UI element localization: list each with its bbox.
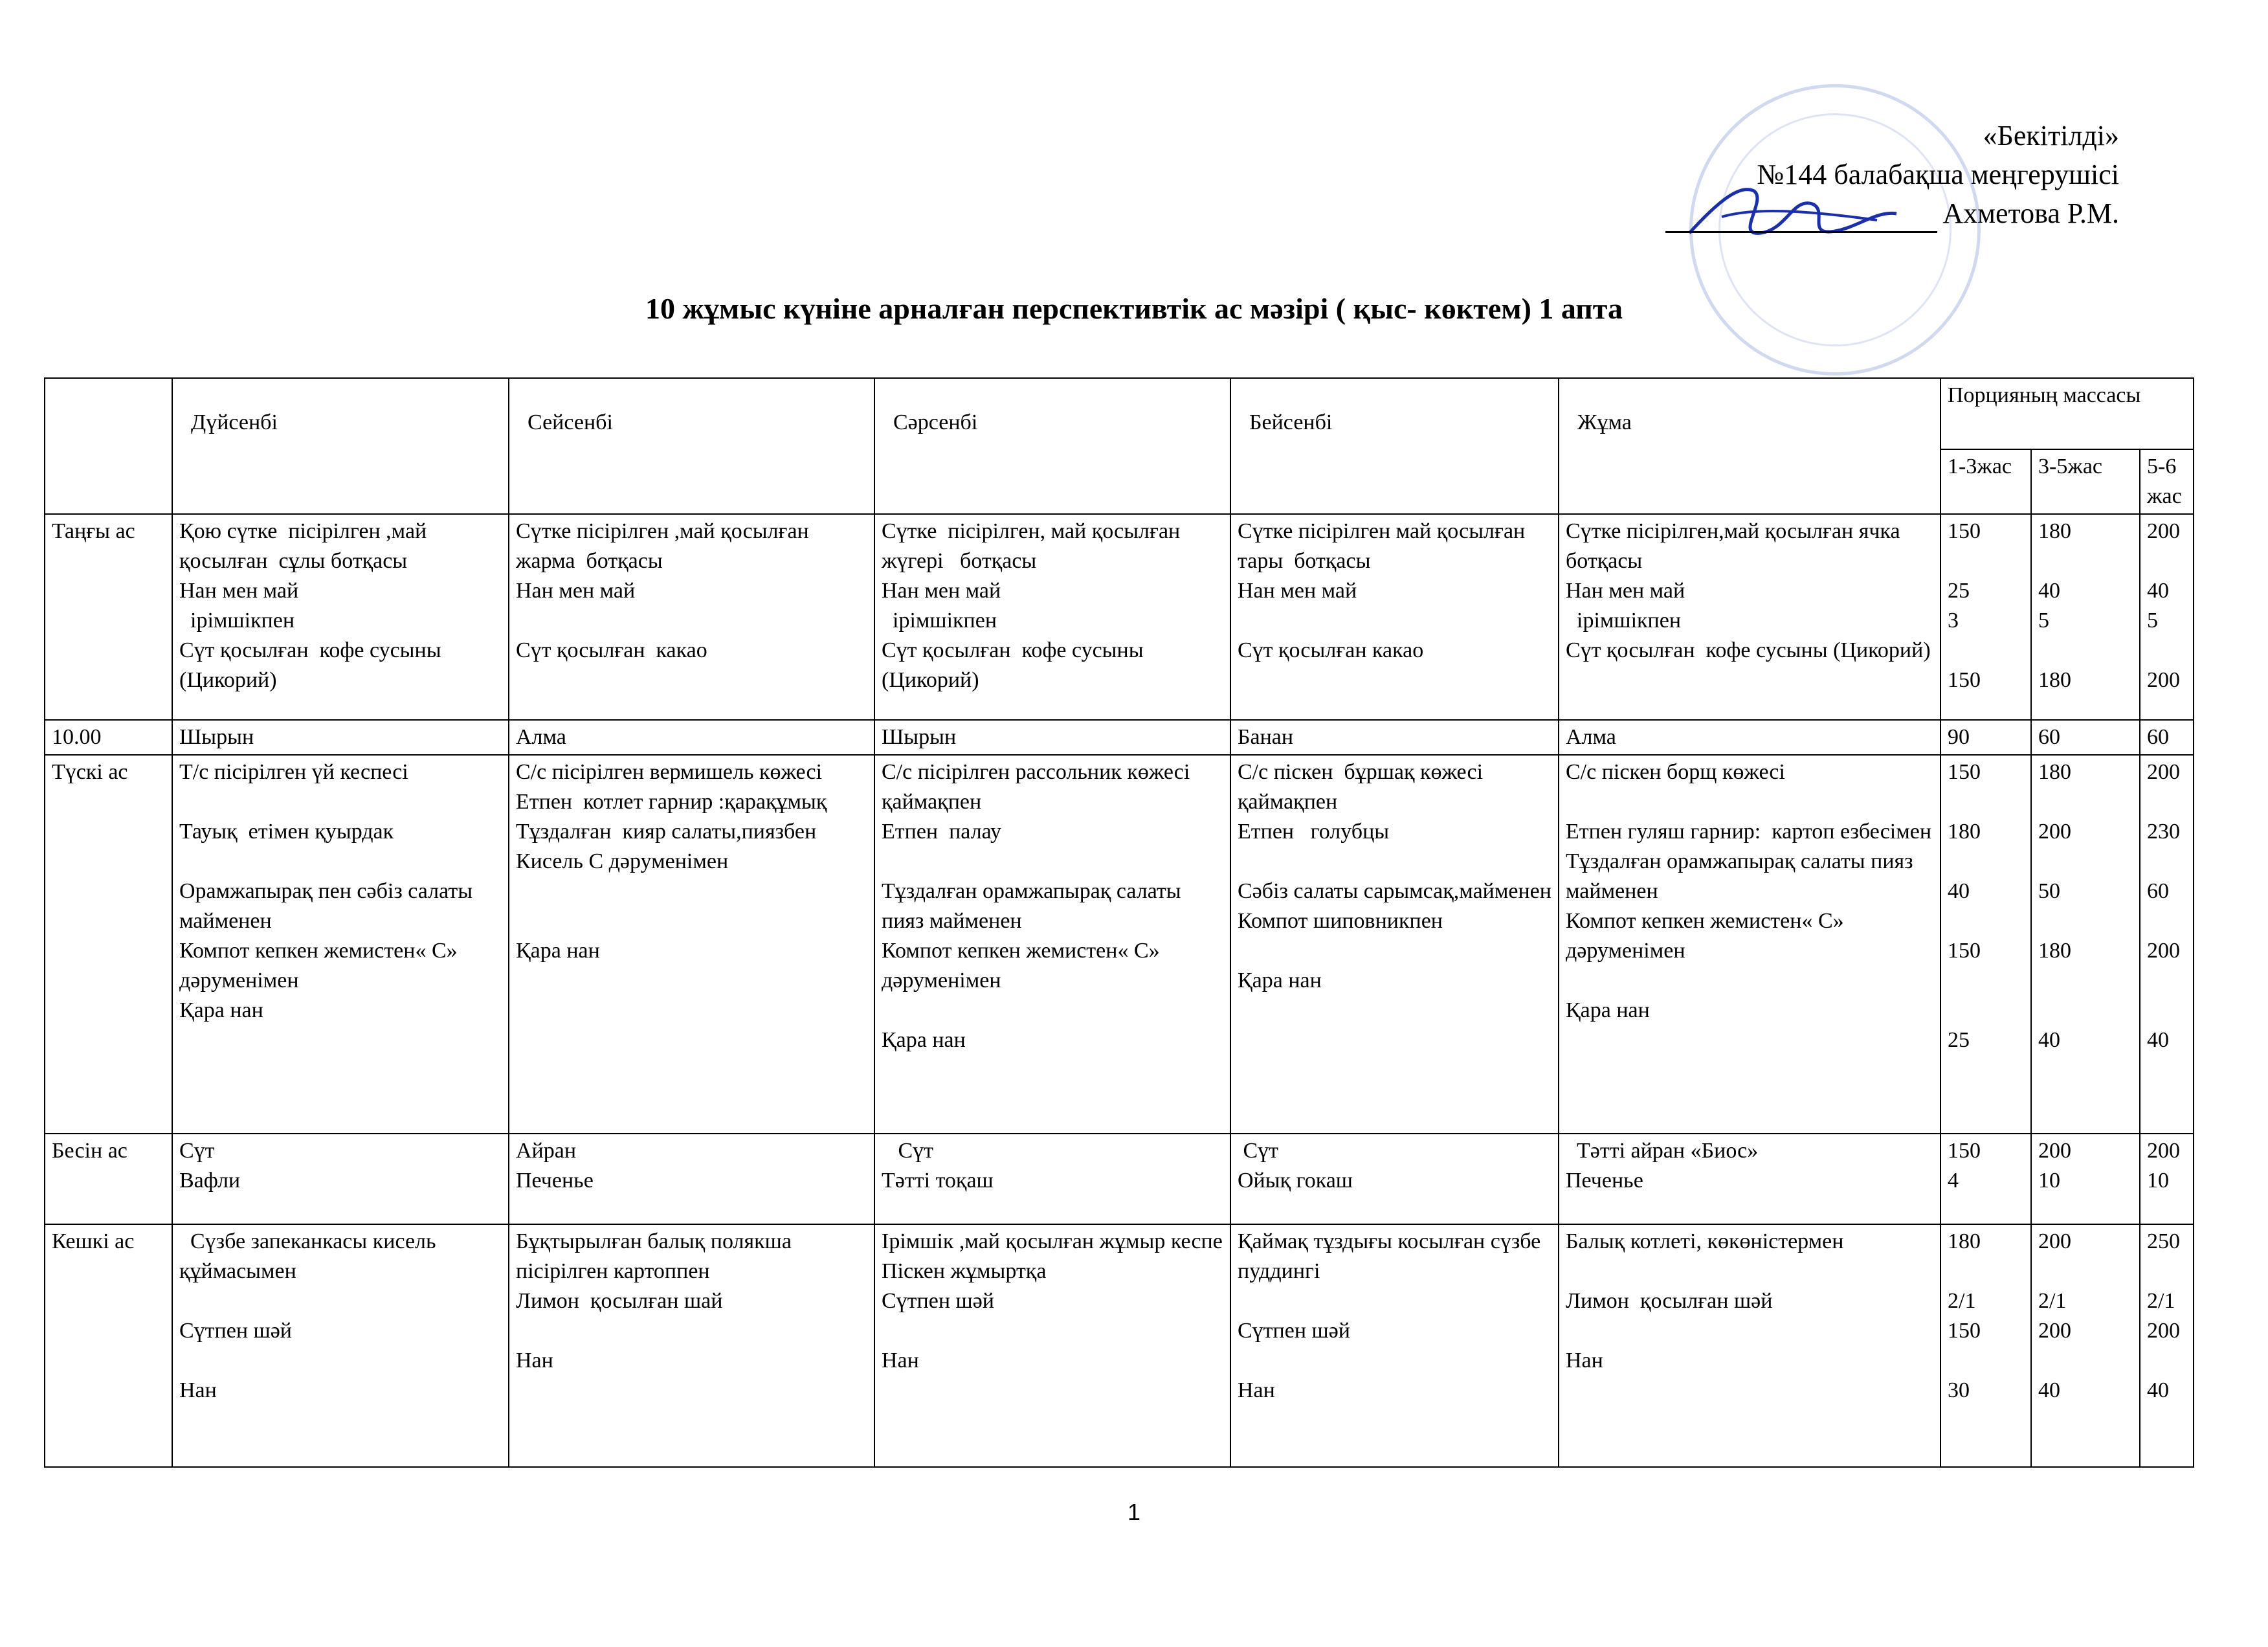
cell-line: Сүт қосылған кофе сусыны (Цикорий) (179, 638, 447, 692)
menu-cell (874, 514, 1230, 720)
cell-line (2038, 636, 2133, 666)
cell-line: Сүзбе запеканкасы кисель құймасымен (179, 1229, 442, 1283)
cell-line: 10 (2038, 1169, 2060, 1193)
cell-line: Сүтпен шәй (1238, 1319, 1350, 1343)
cell-line (1948, 636, 2024, 666)
cell-line: 180 (2038, 939, 2071, 963)
cell-line: Нан (1238, 1378, 1275, 1402)
cell-line: Сүтке пісірілген, май қосылған жүгері ботқасы (882, 519, 1192, 573)
cell-line (1948, 1257, 2024, 1286)
weight-cell (1940, 755, 2031, 1134)
cell-line: 40 (2038, 1378, 2060, 1402)
cell-line (2038, 546, 2133, 576)
age-1-3: 1-3жас (1940, 449, 2031, 514)
menu-cell (1230, 755, 1559, 1134)
cell-line: 200 (2147, 1319, 2180, 1343)
cell-line (2038, 1257, 2133, 1286)
cell-line: Сүтпен шәй (179, 1319, 292, 1343)
cell-line: Тәтті айран «Биос» (1566, 1139, 1759, 1163)
cell-line: Компот кепкен жемистен« С» дәруменімен (1566, 909, 1850, 963)
cell-line (2147, 636, 2186, 666)
cell-line: 200 (2147, 1139, 2180, 1163)
row-afternoon-snack (45, 1134, 2194, 1224)
cell-line: 40 (1948, 879, 1970, 903)
cell-line (1566, 1316, 1933, 1346)
cell-line: Қаймақ тұздығы косылған сүзбе пуддингі (1238, 1229, 1546, 1283)
menu-cell (172, 1134, 509, 1224)
cell-line: 200 (2147, 939, 2180, 963)
cell-line: 180 (1948, 820, 1981, 844)
cell-line: Нан мен май (179, 579, 299, 603)
menu-cell (172, 1224, 509, 1467)
cell-line: Орамжапырақ пен сәбіз салаты майменен (179, 879, 484, 933)
cell-line: 40 (2038, 1028, 2060, 1052)
cell-line: Т/с пісірілген үй кеспесі (179, 760, 408, 784)
cell-line (1238, 847, 1551, 877)
cell-line: Етпен палау (882, 820, 1002, 844)
cell-line (2147, 906, 2186, 936)
cell-line (2147, 996, 2186, 1025)
meal-label: 10.00 (45, 720, 172, 755)
menu-cell (1230, 1224, 1559, 1467)
cell-line: Тұздалған орамжапырақ салаты пияз майменен (1566, 849, 1919, 903)
cell-line: 150 (1948, 939, 1981, 963)
cell-line (2147, 1346, 2186, 1376)
cell-line (179, 1286, 502, 1316)
cell-line (179, 787, 502, 817)
cell-line: Ірімшік ,май қосылған жұмыр кеспе (882, 1229, 1223, 1253)
cell-line: 250 (2147, 1229, 2180, 1253)
menu-cell (1230, 1134, 1559, 1224)
cell-line (882, 847, 1223, 877)
cell-line: Компот кепкен жемистен« С» дәруменімен (179, 939, 463, 992)
cell-line: 40 (2038, 579, 2060, 603)
cell-line (516, 877, 867, 906)
cell-line: С/с пісірілген вермишель көжесі (516, 760, 823, 784)
approval-signer: Ахметова Р.М. (1942, 197, 2119, 229)
page-number: 1 (1127, 1499, 1141, 1525)
cell-line: С/с піскен борщ көжесі (1566, 760, 1785, 784)
weight-cell: 60 (2140, 720, 2194, 755)
cell-line (516, 606, 867, 636)
cell-line: Етпен голубцы (1238, 820, 1390, 844)
row-snack-10 (45, 720, 2194, 755)
menu-cell (874, 755, 1230, 1134)
cell-line: 200 (2147, 760, 2180, 784)
cell-line: 180 (2038, 668, 2071, 692)
meal-label: Таңғы ас (45, 514, 172, 720)
menu-table (44, 377, 2194, 1468)
cell-line: 60 (2147, 879, 2169, 903)
cell-line: 150 (1948, 1319, 1981, 1343)
cell-line: 180 (2038, 760, 2071, 784)
cell-line: Нан мен май (1566, 579, 1685, 603)
weight-cell (2140, 514, 2194, 720)
menu-cell (1559, 1224, 1940, 1467)
menu-cell (509, 1134, 874, 1224)
cell-line: 200 (2038, 1319, 2071, 1343)
weight-cell (1940, 514, 2031, 720)
cell-line (179, 847, 502, 877)
cell-line (2147, 1257, 2186, 1286)
menu-cell (509, 514, 874, 720)
approval-block (1665, 117, 2119, 233)
cell-line: 5 (2038, 609, 2049, 633)
cell-line: Айран (516, 1139, 577, 1163)
cell-line: 40 (2147, 1378, 2169, 1402)
menu-cell (1559, 514, 1940, 720)
menu-cell (1559, 1134, 1940, 1224)
cell-line: 2/1 (2038, 1289, 2067, 1313)
weight-cell (2031, 514, 2140, 720)
cell-line: 200 (2038, 1139, 2071, 1163)
menu-cell (509, 1224, 874, 1467)
cell-line (2038, 847, 2133, 877)
cell-line (1566, 1257, 1933, 1286)
menu-cell: Банан (1230, 720, 1559, 755)
cell-line: 40 (2147, 579, 2169, 603)
header-row (45, 378, 2194, 449)
cell-line: Сүт қосылған какао (516, 638, 707, 662)
cell-line: Қара нан (882, 1028, 966, 1052)
cell-line: Сүтке пісірілген,май қосылған ячка ботқасы (1566, 519, 1906, 573)
menu-cell: Алма (509, 720, 874, 755)
cell-line: Кисель С дәруменімен (516, 849, 729, 873)
menu-cell: Шырын (172, 720, 509, 755)
row-breakfast (45, 514, 2194, 720)
cell-line: 150 (1948, 1139, 1981, 1163)
age-5-6: 5-6 жас (2140, 449, 2194, 514)
cell-line (179, 1346, 502, 1376)
menu-cell: Алма (1559, 720, 1940, 755)
day-wednesday: Сәрсенбі (874, 378, 1230, 514)
cell-line (516, 906, 867, 936)
cell-line: Лимон қосылған шай (516, 1289, 723, 1313)
row-dinner (45, 1224, 2194, 1467)
cell-line: 2/1 (1948, 1289, 1976, 1313)
cell-line: 10 (2147, 1169, 2169, 1193)
approval-heading: «Бекітілді» (1983, 120, 2119, 151)
cell-line (2038, 906, 2133, 936)
cell-line: Нан (179, 1378, 217, 1402)
cell-line (2038, 1346, 2133, 1376)
cell-line (1238, 606, 1551, 636)
cell-line: Сүтке пісірілген май қосылған тары ботқасы (1238, 519, 1542, 573)
cell-line (1948, 906, 2024, 936)
weight-cell (2140, 755, 2194, 1134)
cell-line: Печенье (516, 1169, 594, 1193)
day-tuesday: Сейсенбі (509, 378, 874, 514)
cell-line: ірімшікпен (179, 609, 295, 633)
cell-line: Тәтті тоқаш (882, 1169, 994, 1193)
weight-cell: 90 (1940, 720, 2031, 755)
menu-cell (874, 1134, 1230, 1224)
cell-line (1238, 1286, 1551, 1316)
weight-cell (2031, 1134, 2140, 1224)
cell-line: 40 (2147, 1028, 2169, 1052)
cell-line: 200 (2038, 1229, 2071, 1253)
cell-line: 200 (2147, 668, 2180, 692)
cell-line (1238, 936, 1551, 966)
cell-line: 200 (2038, 820, 2071, 844)
cell-line: Піскен жұмыртқа (882, 1259, 1047, 1283)
weight-cell (2031, 1224, 2140, 1467)
weight-cell (2140, 1134, 2194, 1224)
cell-line: Сүт қосылған какао (1238, 638, 1424, 662)
cell-line: Қара нан (1238, 969, 1322, 992)
cell-line (1238, 1346, 1551, 1376)
cell-line: Тауық етімен қуырдак (179, 820, 394, 844)
weight-cell (2031, 755, 2140, 1134)
cell-line (1948, 996, 2024, 1025)
cell-line: ірімшікпен (882, 609, 997, 633)
cell-line: Нан мен май (516, 579, 636, 603)
cell-line: 50 (2038, 879, 2060, 903)
cell-line: Вафли (179, 1169, 241, 1193)
cell-line: Бұқтырылған балық полякша пісірілген картоппен (516, 1229, 797, 1283)
meal-label: Бесін ас (45, 1134, 172, 1224)
cell-line: Нан (882, 1349, 919, 1372)
cell-line: Ойық гокаш (1238, 1169, 1353, 1193)
cell-line: Етпен гуляш гарнир: картоп езбесімен (1566, 820, 1932, 844)
cell-line: Печенье (1566, 1169, 1643, 1193)
cell-line (882, 996, 1223, 1025)
approval-signer-line (1665, 194, 2119, 233)
cell-line: 150 (1948, 668, 1981, 692)
cell-line: 5 (2147, 609, 2158, 633)
age-3-5: 3-5жас (2031, 449, 2140, 514)
cell-line: Нан мен май (882, 579, 1001, 603)
cell-line: Нан мен май (1238, 579, 1357, 603)
cell-line (2147, 787, 2186, 817)
cell-line: 3 (1948, 609, 1959, 633)
cell-line (1948, 546, 2024, 576)
cell-line: 150 (1948, 760, 1981, 784)
menu-cell (509, 755, 874, 1134)
cell-line (1566, 787, 1933, 817)
corner-cell (45, 378, 172, 514)
day-monday: Дүйсенбі (172, 378, 509, 514)
cell-line: 180 (2038, 519, 2071, 543)
cell-line: С/с пісірілген рассольник көжесі қаймақпен (882, 760, 1195, 814)
cell-line: Тұздалған кияр салаты,пиязбен (516, 820, 817, 844)
weight-cell: 60 (2031, 720, 2140, 755)
menu-cell: Шырын (874, 720, 1230, 755)
cell-line: Қара нан (179, 998, 263, 1022)
cell-line (516, 1316, 867, 1346)
menu-cell (1230, 514, 1559, 720)
cell-line: 150 (1948, 519, 1981, 543)
weight-cell (2140, 1224, 2194, 1467)
cell-line: Сүт қосылған кофе сусыны (Цикорий) (882, 638, 1150, 692)
cell-line (1566, 966, 1933, 996)
signature-line (1665, 205, 1937, 233)
weight-cell (1940, 1134, 2031, 1224)
cell-line: Сүтке пісірілген ,май қосылған жарма ботқасы (516, 519, 820, 573)
cell-line: 230 (2147, 820, 2180, 844)
cell-line: Балық котлеті, көкөністермен (1566, 1229, 1844, 1253)
cell-line (1948, 966, 2024, 996)
cell-line: С/с піскен бұршақ көжесі қаймақпен (1238, 760, 1489, 814)
day-thursday: Бейсенбі (1230, 378, 1559, 514)
cell-line (882, 1316, 1223, 1346)
cell-line: 30 (1948, 1378, 1970, 1402)
cell-line: Нан (516, 1349, 553, 1372)
cell-line (2038, 966, 2133, 996)
meal-label: Түскі ас (45, 755, 172, 1134)
menu-cell (172, 755, 509, 1134)
cell-line: Лимон қосылған шәй (1566, 1289, 1773, 1313)
cell-line: 4 (1948, 1169, 1959, 1193)
cell-line: Қара нан (516, 939, 600, 963)
row-lunch (45, 755, 2194, 1134)
meal-label: Кешкі ас (45, 1224, 172, 1467)
cell-line: 200 (2147, 519, 2180, 543)
cell-line: Компот шиповникпен (1238, 909, 1443, 933)
cell-line (2147, 847, 2186, 877)
cell-line: Сүт (179, 1139, 215, 1163)
cell-line: Тұздалған орамжапырақ салаты пияз майменен (882, 879, 1187, 933)
cell-line: Сүт (1238, 1139, 1279, 1163)
portion-weight-header: Порцияның массасы (1940, 378, 2194, 449)
approval-position: №144 балабақша меңгерушісі (1757, 159, 2119, 190)
cell-line (2038, 996, 2133, 1025)
cell-line: Нан (1566, 1349, 1603, 1372)
cell-line: Қою сүтке пісірілген ,май қосылған сұлы ботқасы (179, 519, 432, 573)
cell-line: Қара нан (1566, 998, 1650, 1022)
cell-line (2038, 787, 2133, 817)
menu-cell (172, 514, 509, 720)
cell-line (2147, 966, 2186, 996)
cell-line (1948, 787, 2024, 817)
cell-line: 180 (1948, 1229, 1981, 1253)
cell-line: Сүт (882, 1139, 934, 1163)
cell-line: 25 (1948, 579, 1970, 603)
cell-line: 2/1 (2147, 1289, 2175, 1313)
menu-cell (874, 1224, 1230, 1467)
cell-line: 25 (1948, 1028, 1970, 1052)
document-title: 10 жұмыс күніне арналған перспективтік ас мәзірі ( қыс- көктем) 1 апта (645, 292, 1623, 325)
cell-line (2147, 546, 2186, 576)
cell-line: ірімшікпен (1566, 609, 1682, 633)
weight-cell (1940, 1224, 2031, 1467)
cell-line: Сүт қосылған кофе сусыны (Цикорий) (1566, 638, 1931, 662)
cell-line: Сүтпен шәй (882, 1289, 994, 1313)
cell-line: Етпен котлет гарнир :қарақұмық (516, 790, 827, 814)
menu-cell (1559, 755, 1940, 1134)
day-friday: Жұма (1559, 378, 1940, 514)
cell-line: Сәбіз салаты сарымсақ,майменен (1238, 879, 1551, 903)
cell-line (1948, 1346, 2024, 1376)
cell-line: Компот кепкен жемистен« С» дәруменімен (882, 939, 1166, 992)
cell-line (1948, 847, 2024, 877)
